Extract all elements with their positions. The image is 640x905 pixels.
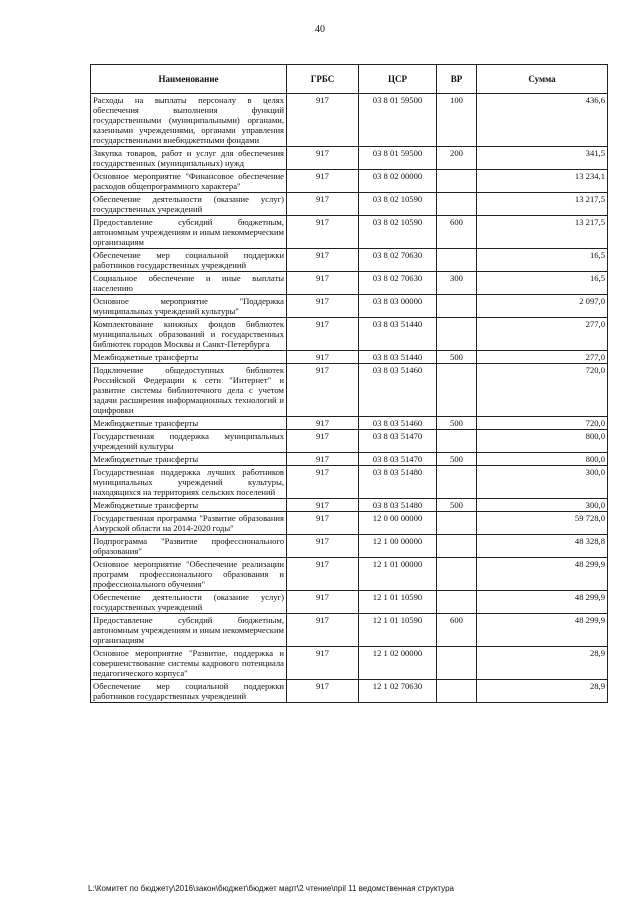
row-sum: 48 328,8: [477, 535, 608, 558]
row-name: Обеспечение мер социальной поддержки работников государственных учреждений: [91, 249, 287, 272]
row-csr: 03 8 03 51460: [359, 417, 437, 430]
table-row: [91, 147, 608, 170]
row-vr: 500: [437, 499, 477, 512]
row-csr: 12 1 02 70630: [359, 680, 437, 703]
row-grbs: 917: [287, 591, 359, 614]
row-grbs: 917: [287, 453, 359, 466]
table-row: [91, 272, 608, 295]
row-csr: 03 8 03 51470: [359, 430, 437, 453]
budget-table: [90, 64, 608, 703]
row-grbs: 917: [287, 680, 359, 703]
row-vr: 600: [437, 216, 477, 249]
row-sum: 28,9: [477, 680, 608, 703]
row-vr: [437, 193, 477, 216]
row-name: Межбюджетные трансферты: [91, 351, 287, 364]
row-name: Государственная программа "Развитие образования Амурской области на 2014-2020 годы": [91, 512, 287, 535]
table-row: [91, 614, 608, 647]
row-csr: 03 8 03 51440: [359, 351, 437, 364]
row-grbs: 917: [287, 216, 359, 249]
row-csr: 03 8 02 70630: [359, 272, 437, 295]
row-vr: 500: [437, 417, 477, 430]
row-grbs: 917: [287, 295, 359, 318]
row-sum: 16,5: [477, 249, 608, 272]
row-sum: 28,9: [477, 647, 608, 680]
table-row: [91, 364, 608, 417]
row-name: Подключение общедоступных библиотек Российской Федерации к сети "Интернет" и развитие системы библиотечного дела с учетом задачи расширения информационных технологий и оцифровки: [91, 364, 287, 417]
row-csr: 03 8 03 51440: [359, 318, 437, 351]
row-csr: 12 1 01 00000: [359, 558, 437, 591]
table-row: [91, 591, 608, 614]
row-csr: 03 8 02 00000: [359, 170, 437, 193]
row-grbs: 917: [287, 512, 359, 535]
row-name: Расходы на выплаты персоналу в целях обеспечения выполнения функций государственными (муниципальными) органами, казенными учреждениями, органами управления государственными внебюджетными фондами: [91, 94, 287, 147]
row-vr: 100: [437, 94, 477, 147]
row-sum: 13 217,5: [477, 216, 608, 249]
row-vr: [437, 512, 477, 535]
row-vr: [437, 364, 477, 417]
row-csr: 12 1 01 10590: [359, 614, 437, 647]
table-row: [91, 499, 608, 512]
row-csr: 03 8 01 59500: [359, 147, 437, 170]
row-sum: 300,0: [477, 499, 608, 512]
file-path-footer: L:\Комитет по бюджету\2016\закон\бюджет\бюджет март\2 чтение\прil 11 ведомственная структура: [88, 884, 454, 893]
table-row: [91, 647, 608, 680]
table-row: [91, 249, 608, 272]
row-csr: 03 8 03 51480: [359, 466, 437, 499]
row-vr: [437, 591, 477, 614]
row-grbs: 917: [287, 351, 359, 364]
row-sum: 300,0: [477, 466, 608, 499]
row-grbs: 917: [287, 417, 359, 430]
row-name: Предоставление субсидий бюджетным, автономным учреждениям и иным некоммерческим организациям: [91, 216, 287, 249]
row-sum: 436,6: [477, 94, 608, 147]
row-sum: 277,0: [477, 351, 608, 364]
row-grbs: 917: [287, 430, 359, 453]
header-sum: Сумма: [477, 65, 608, 94]
row-name: Государственная поддержка лучших работников муниципальных учреждений культуры, находящихся на территориях сельских поселений: [91, 466, 287, 499]
table-row: [91, 318, 608, 351]
table-row: [91, 453, 608, 466]
row-vr: 500: [437, 351, 477, 364]
row-sum: 59 728,0: [477, 512, 608, 535]
row-csr: 12 1 02 00000: [359, 647, 437, 680]
row-sum: 48 299,9: [477, 591, 608, 614]
row-grbs: 917: [287, 499, 359, 512]
row-csr: 12 1 00 00000: [359, 535, 437, 558]
row-csr: 03 8 03 51480: [359, 499, 437, 512]
row-sum: 800,0: [477, 430, 608, 453]
table-header-row: [91, 65, 608, 94]
row-csr: 03 8 02 10590: [359, 216, 437, 249]
row-sum: 48 299,9: [477, 614, 608, 647]
row-name: Обеспечение мер социальной поддержки работников государственных учреждений: [91, 680, 287, 703]
row-name: Обеспечение деятельности (оказание услуг) государственных учреждений: [91, 591, 287, 614]
row-csr: 03 8 01 59500: [359, 94, 437, 147]
table-row: [91, 216, 608, 249]
row-name: Основное мероприятие "Финансовое обеспечение расходов общепрограммного характера": [91, 170, 287, 193]
table-row: [91, 193, 608, 216]
row-name: Основное мероприятие "Поддержка муниципальных учреждений культуры": [91, 295, 287, 318]
row-name: Предоставление субсидий бюджетным, автономным учреждениям и иным некоммерческим организациям: [91, 614, 287, 647]
row-name: Основное мероприятие "Обеспечение реализации программ профессионального образования и профессионального обучения": [91, 558, 287, 591]
row-grbs: 917: [287, 318, 359, 351]
row-vr: [437, 170, 477, 193]
row-vr: 600: [437, 614, 477, 647]
row-name: Межбюджетные трансферты: [91, 417, 287, 430]
row-vr: [437, 647, 477, 680]
row-grbs: 917: [287, 272, 359, 295]
row-name: Закупка товаров, работ и услуг для обеспечения государственных (муниципальных) нужд: [91, 147, 287, 170]
row-sum: 277,0: [477, 318, 608, 351]
row-vr: 500: [437, 453, 477, 466]
row-grbs: 917: [287, 147, 359, 170]
row-sum: 800,0: [477, 453, 608, 466]
row-grbs: 917: [287, 535, 359, 558]
row-csr: 12 1 01 10590: [359, 591, 437, 614]
row-csr: 12 0 00 00000: [359, 512, 437, 535]
row-name: Социальное обеспечение и иные выплаты населению: [91, 272, 287, 295]
row-sum: 341,5: [477, 147, 608, 170]
row-sum: 2 097,0: [477, 295, 608, 318]
table-row: [91, 466, 608, 499]
row-name: Комплектование книжных фондов библиотек муниципальных образований и государственных библиотек городов Москвы и Санкт-Петербурга: [91, 318, 287, 351]
row-sum: 48 299,9: [477, 558, 608, 591]
row-name: Межбюджетные трансферты: [91, 499, 287, 512]
table-row: [91, 351, 608, 364]
header-grbs: ГРБС: [287, 65, 359, 94]
table-row: [91, 430, 608, 453]
table-row: [91, 535, 608, 558]
row-csr: 03 8 02 10590: [359, 193, 437, 216]
row-name: Основное мероприятие "Развитие, поддержка и совершенствование системы кадрового потенциала педагогического корпуса": [91, 647, 287, 680]
row-name: Межбюджетные трансферты: [91, 453, 287, 466]
row-csr: 03 8 03 00000: [359, 295, 437, 318]
row-csr: 03 8 03 51460: [359, 364, 437, 417]
row-csr: 03 8 02 70630: [359, 249, 437, 272]
table-row: [91, 94, 608, 147]
header-csr: ЦСР: [359, 65, 437, 94]
row-grbs: 917: [287, 364, 359, 417]
row-grbs: 917: [287, 466, 359, 499]
row-grbs: 917: [287, 249, 359, 272]
row-vr: [437, 558, 477, 591]
row-sum: 720,0: [477, 417, 608, 430]
page-number: 40: [315, 24, 325, 35]
row-vr: [437, 430, 477, 453]
row-vr: 200: [437, 147, 477, 170]
row-name: Подпрограмма "Развитие профессионального образования": [91, 535, 287, 558]
row-vr: [437, 680, 477, 703]
table-row: [91, 558, 608, 591]
row-sum: 13 217,5: [477, 193, 608, 216]
row-grbs: 917: [287, 170, 359, 193]
table-row: [91, 295, 608, 318]
row-grbs: 917: [287, 94, 359, 147]
row-csr: 03 8 03 51470: [359, 453, 437, 466]
row-vr: 300: [437, 272, 477, 295]
table-row: [91, 417, 608, 430]
row-grbs: 917: [287, 193, 359, 216]
header-name: Наименование: [91, 65, 287, 94]
row-vr: [437, 535, 477, 558]
row-grbs: 917: [287, 558, 359, 591]
row-vr: [437, 249, 477, 272]
row-name: Обеспечение деятельности (оказание услуг) государственных учреждений: [91, 193, 287, 216]
table-row: [91, 512, 608, 535]
table-row: [91, 170, 608, 193]
row-sum: 16,5: [477, 272, 608, 295]
row-name: Государственная поддержка муниципальных учреждений культуры: [91, 430, 287, 453]
table-row: [91, 680, 608, 703]
row-vr: [437, 318, 477, 351]
row-sum: 720,0: [477, 364, 608, 417]
header-vr: ВР: [437, 65, 477, 94]
row-sum: 13 234,1: [477, 170, 608, 193]
row-vr: [437, 295, 477, 318]
row-vr: [437, 466, 477, 499]
row-grbs: 917: [287, 647, 359, 680]
row-grbs: 917: [287, 614, 359, 647]
